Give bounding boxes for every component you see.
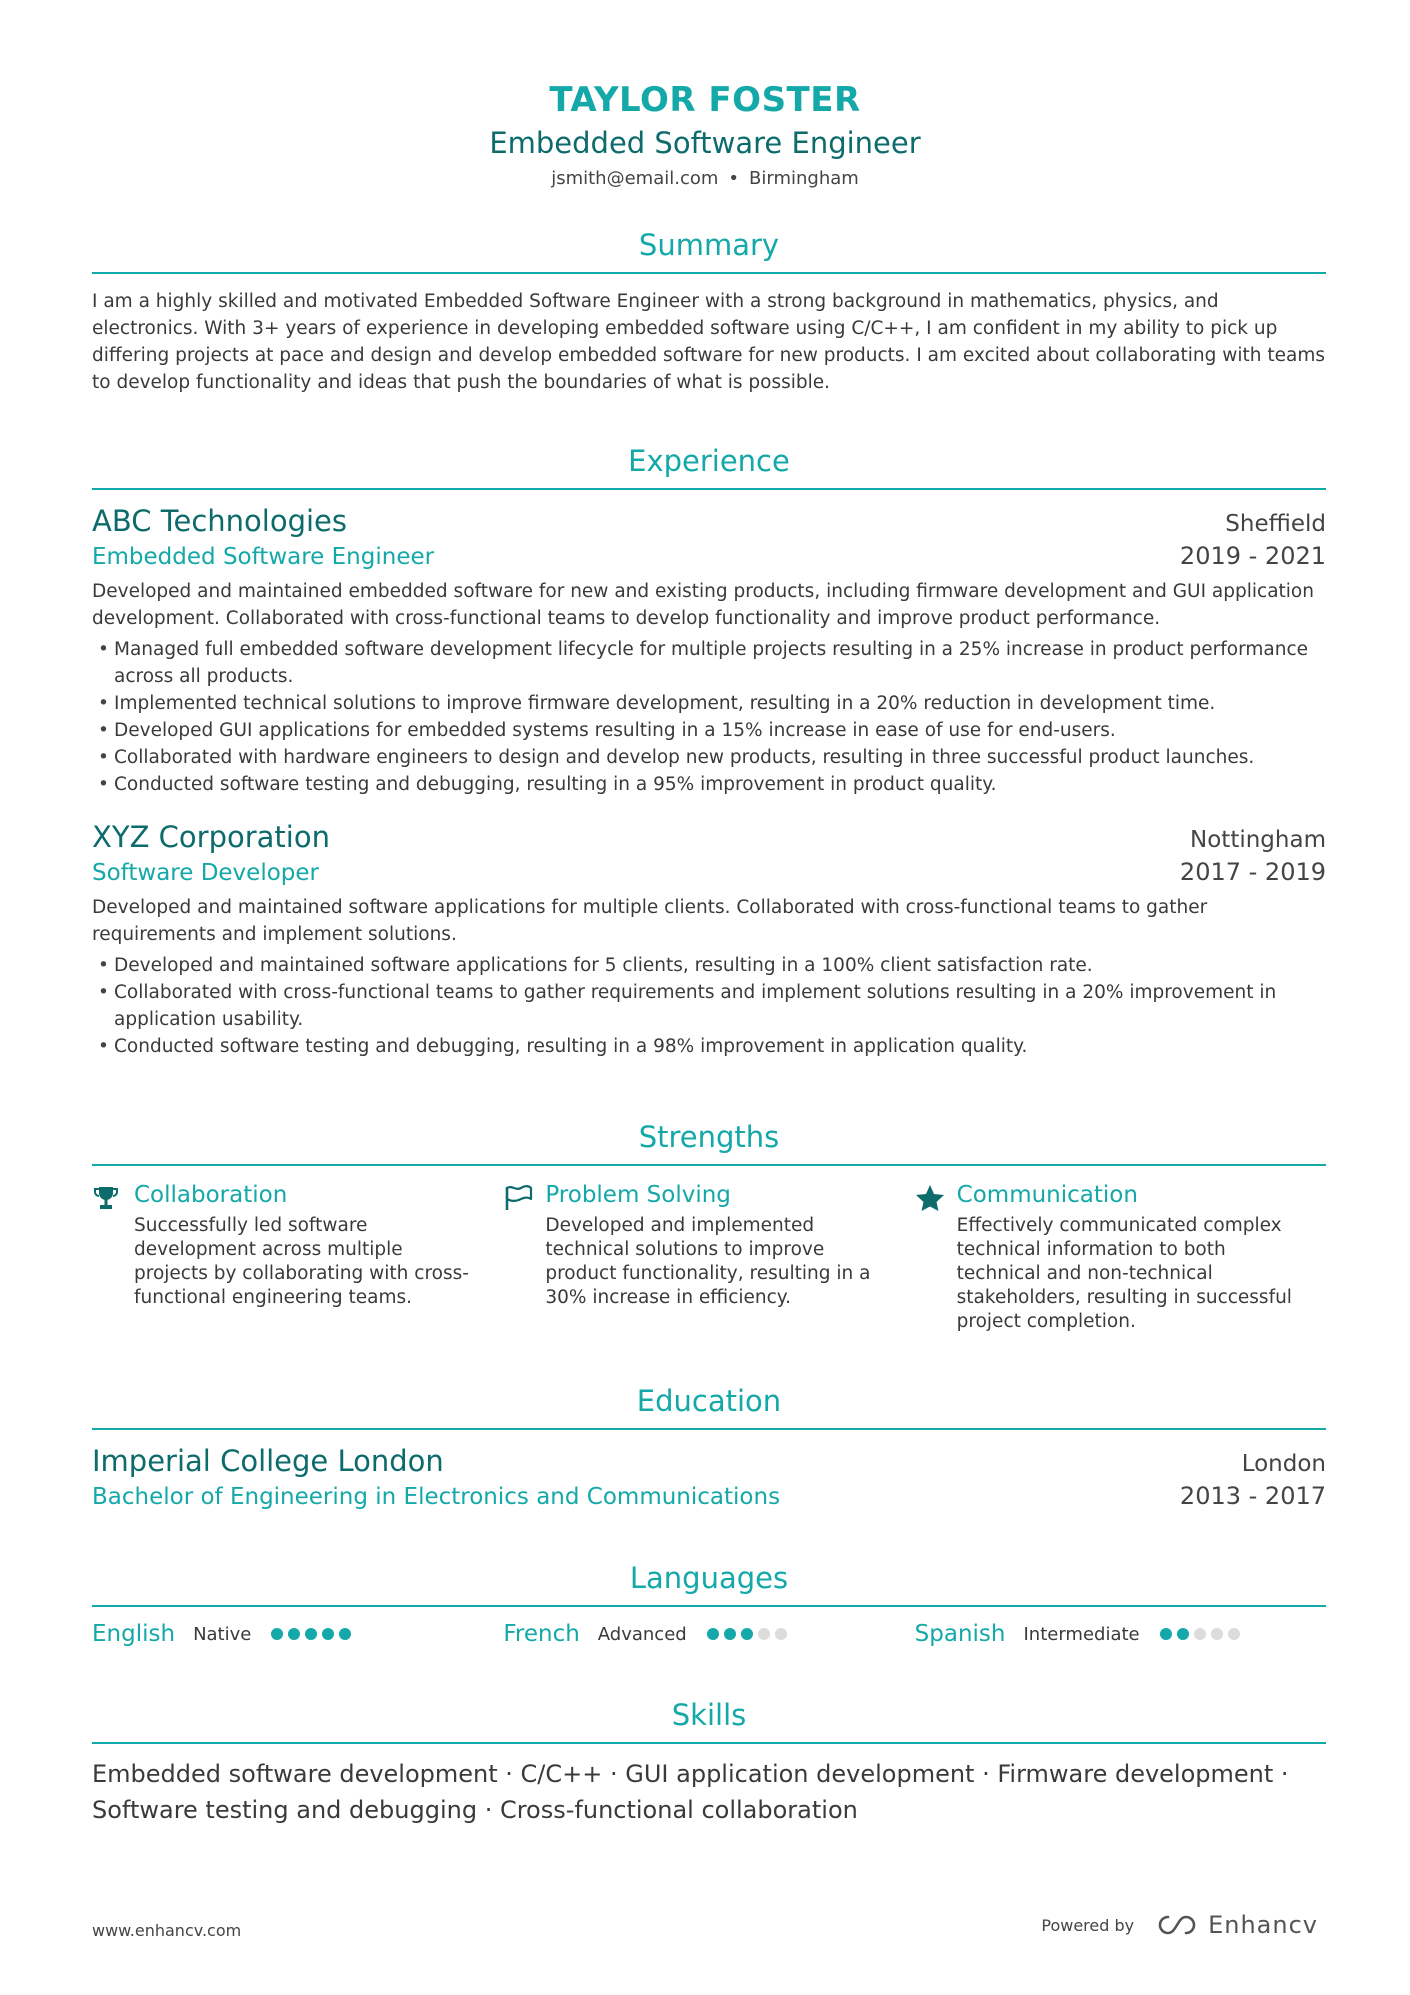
rating-dot-filled xyxy=(339,1628,351,1640)
experience-heading: Experience xyxy=(92,444,1326,490)
school-name: Imperial College London xyxy=(92,1444,444,1478)
job-bullet: • Collaborated with cross-functional teams to gather requirements and implement solutions resulting in a 20% improvement in application usability. xyxy=(114,979,1326,1033)
footer-branding xyxy=(1041,1911,1318,1939)
strengths-list xyxy=(92,1182,1326,1334)
skills-list xyxy=(92,1756,1326,1828)
job-entry xyxy=(92,504,1326,798)
job-bullet: • Developed and maintained software applications for 5 clients, resulting in a 100% client satisfaction rate. xyxy=(114,952,1326,979)
summary-heading: Summary xyxy=(92,228,1326,274)
job-company: ABC Technologies xyxy=(92,504,347,538)
rating-dot-filled xyxy=(322,1628,334,1640)
job-dates: 2019 - 2021 xyxy=(1179,542,1326,570)
strength-item xyxy=(915,1182,1326,1334)
language-item xyxy=(503,1621,914,1647)
job-title: Embedded Software Engineer xyxy=(92,544,435,570)
languages-section xyxy=(92,1561,1326,1647)
job-bullet: • Conducted software testing and debugging, resulting in a 98% improvement in application quality. xyxy=(114,1033,1326,1060)
rating-dot-filled xyxy=(707,1628,719,1640)
education-dates: 2013 - 2017 xyxy=(1179,1482,1326,1510)
skills-section xyxy=(92,1698,1326,1828)
job-description: Developed and maintained software applications for multiple clients. Collaborated with cross-functional teams to gather requirements and implement solutions. xyxy=(92,897,1208,945)
strength-title: Communication xyxy=(956,1182,1138,1208)
language-rating xyxy=(1160,1628,1240,1640)
job-dates: 2017 - 2019 xyxy=(1179,858,1326,886)
star-icon xyxy=(915,1182,957,1334)
summary-section xyxy=(92,228,1326,396)
rating-dot-empty xyxy=(758,1628,770,1640)
job-bullets xyxy=(92,636,1326,798)
trophy-icon xyxy=(92,1182,134,1334)
contact-line xyxy=(0,168,1410,189)
job-bullet: • Collaborated with hardware engineers to design and develop new products, resulting in three successful product launches. xyxy=(114,744,1326,771)
job-bullets xyxy=(92,952,1326,1060)
separator-dot: • xyxy=(728,168,740,189)
languages-list xyxy=(92,1621,1326,1647)
education-heading: Education xyxy=(92,1384,1326,1430)
skills-heading: Skills xyxy=(92,1698,1326,1744)
flag-icon xyxy=(503,1182,545,1334)
contact-email[interactable]: jsmith@email.com xyxy=(551,168,719,189)
language-name: Spanish xyxy=(914,1621,1006,1647)
rating-dot-empty xyxy=(1194,1628,1206,1640)
candidate-name: TAYLOR FOSTER xyxy=(549,80,861,120)
job-bullet: • Implemented technical solutions to improve firmware development, resulting in a 20% reduction in development time. xyxy=(114,690,1326,717)
job-bullet: • Managed full embedded software development lifecycle for multiple projects resulting in a 25% increase in product performance across all products. xyxy=(114,636,1326,690)
strength-title: Collaboration xyxy=(134,1182,288,1208)
rating-dot-filled xyxy=(724,1628,736,1640)
experience-section xyxy=(92,444,1326,1060)
resume-header xyxy=(0,80,1410,189)
rating-dot-empty xyxy=(775,1628,787,1640)
skills-line: Software testing and debugging · Cross-functional collaboration xyxy=(92,1796,858,1824)
language-rating xyxy=(707,1628,787,1640)
language-level: Native xyxy=(193,1623,252,1645)
language-item xyxy=(915,1621,1326,1647)
enhancv-logo-text: Enhancv xyxy=(1208,1911,1318,1939)
strengths-section xyxy=(92,1120,1326,1334)
strength-item xyxy=(503,1182,914,1334)
degree: Bachelor of Engineering in Electronics and Communications xyxy=(92,1484,781,1510)
rating-dot-filled xyxy=(1160,1628,1172,1640)
language-name: English xyxy=(92,1621,176,1647)
candidate-title: Embedded Software Engineer xyxy=(489,126,921,160)
job-description: Developed and maintained embedded software for new and existing products, including firmware development and GUI application development. Collaborated with cross-functional teams to develop functionality and improve product performance. xyxy=(92,581,1314,629)
summary-text: I am a highly skilled and motivated Embedded Software Engineer with a strong background in mathematics, physics, and electronics. With 3+ years of experience in developing embedded software using C/C++, I am confident in my ability to pick up differing projects at pace and design and develop embedded software for new products. I am excited about collaborating with teams to develop functionality and ideas that push the boundaries of what is possible. xyxy=(92,291,1326,393)
rating-dot-filled xyxy=(1177,1628,1189,1640)
strength-description: Developed and implemented technical solutions to improve product functionality, resulting in a 30% increase in efficiency. xyxy=(545,1215,871,1308)
language-level: Advanced xyxy=(597,1623,687,1645)
strength-title: Problem Solving xyxy=(545,1182,731,1208)
job-entry xyxy=(92,820,1326,1060)
job-company: XYZ Corporation xyxy=(92,820,330,854)
rating-dot-filled xyxy=(271,1628,283,1640)
language-level: Intermediate xyxy=(1023,1623,1140,1645)
language-rating xyxy=(271,1628,351,1640)
education-section xyxy=(92,1384,1326,1510)
job-location: Nottingham xyxy=(1190,827,1326,853)
language-name: French xyxy=(503,1621,580,1647)
skills-line: Embedded software development · C/C++ · GUI application development · Firmware development · xyxy=(92,1760,1289,1788)
language-item xyxy=(92,1621,503,1647)
rating-dot-filled xyxy=(288,1628,300,1640)
enhancv-logo[interactable] xyxy=(1154,1911,1318,1939)
languages-heading: Languages xyxy=(92,1561,1326,1607)
contact-location: Birmingham xyxy=(749,168,859,189)
enhancv-logo-icon xyxy=(1154,1913,1200,1937)
rating-dot-filled xyxy=(741,1628,753,1640)
strengths-heading: Strengths xyxy=(92,1120,1326,1166)
job-bullet: • Conducted software testing and debugging, resulting in a 95% improvement in product quality. xyxy=(114,771,1326,798)
rating-dot-empty xyxy=(1211,1628,1223,1640)
education-entry xyxy=(92,1444,1326,1510)
job-title: Software Developer xyxy=(92,860,319,886)
strength-description: Effectively communicated complex technical information to both technical and non-technical stakeholders, resulting in successful project completion. xyxy=(956,1215,1292,1332)
school-location: London xyxy=(1241,1451,1326,1477)
job-bullet: • Developed GUI applications for embedded systems resulting in a 15% increase in ease of use for end-users. xyxy=(114,717,1326,744)
rating-dot-empty xyxy=(1228,1628,1240,1640)
strength-item xyxy=(92,1182,503,1334)
powered-by-label: Powered by xyxy=(1041,1915,1135,1935)
rating-dot-filled xyxy=(305,1628,317,1640)
job-location: Sheffield xyxy=(1225,511,1326,537)
footer-website[interactable]: www.enhancv.com xyxy=(92,1921,242,1940)
strength-description: Successfully led software development across multiple projects by collaborating with cross-functional engineering teams. xyxy=(134,1215,469,1308)
